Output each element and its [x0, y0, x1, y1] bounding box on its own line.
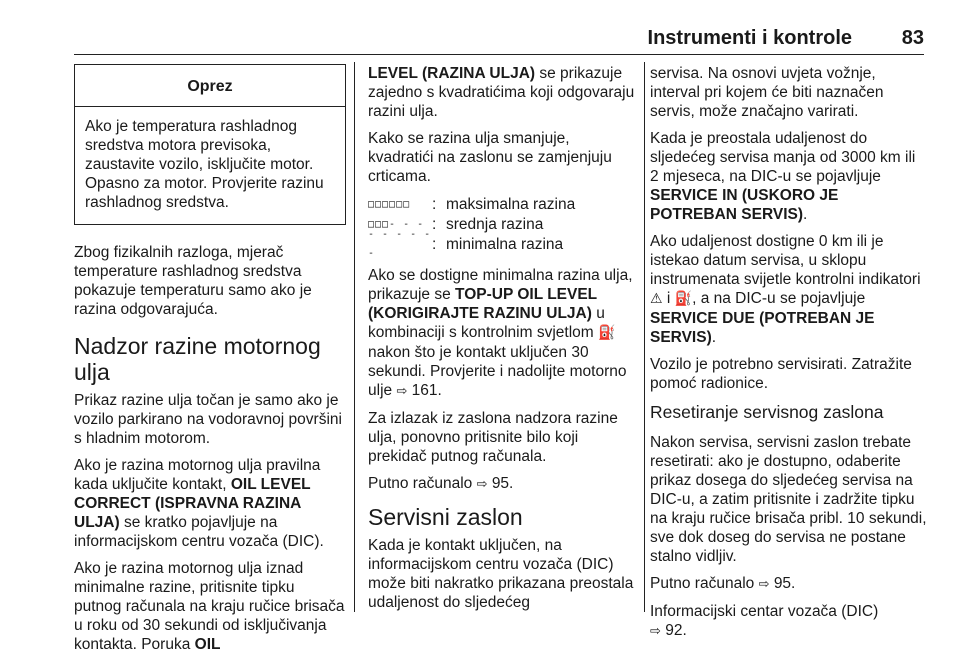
level-label: minimalna razina: [446, 235, 564, 253]
section-heading: Nadzor razine motornog ulja: [74, 333, 321, 385]
section-title: Instrumenti i kontrole: [647, 27, 852, 49]
paragraph: LEVEL (RAZINA ULJA) se prikazuje zajedno s kvadratićima koji odgovaraju razini ulja.: [368, 65, 635, 120]
level-symbol: □□□- - -: [368, 218, 425, 230]
header-rule: [74, 54, 924, 55]
paragraph: Nakon servisa, servisni zaslon trebate resetirati: ako je dostupno, odaberite prikaz dosega do sljedećeg servisa na DIC-u, a zatim pritisnite i zadržite tipku na kraju ručice brisača pribl. 10 sekundi, sve dok doseg do servisa ne postane stalno vidljiv.: [650, 434, 927, 565]
caution-box: [74, 64, 346, 225]
level-row: - - - - - - : minimalna razina: [368, 234, 636, 254]
reference-arrow-icon: ⇨: [396, 384, 408, 399]
paragraph: Prikaz razine ulja točan je samo ako je vozilo parkirano na vodoravnoj površini s hladnim motorom.: [74, 392, 342, 447]
paragraph: Informacijski centar vozača (DIC) ⇨ 92.: [650, 603, 879, 639]
paragraph: Ako se dostigne minimalna razina ulja, prikazuje se TOP-UP OIL LEVEL (KORIGIRAJTE RAZINU ULJA) u kombinaciji s kontrolnim svjetlom ⛽ nakon što je kontakt uključen 30 sekundi. Provjerite i nadolijte motorno ulje ⇨ 161.: [368, 267, 633, 399]
column-1: [74, 64, 346, 662]
paragraph: Kako se razina ulja smanjuje, kvadratići na zaslonu se zamjenjuju crticama.: [368, 130, 612, 185]
paragraph: Kada je preostala udaljenost do sljedećeg servisa manja od 3000 km ili 2 mjeseca, na DIC-u se pojavljuje SERVICE IN (USKORO JE POTREBAN SERVIS).: [650, 130, 916, 223]
level-row: □□□- - - : srednja razina: [368, 215, 544, 233]
display-message: TOP-UP OIL LEVEL (KORIGIRAJTE RAZINU ULJA): [368, 286, 597, 322]
paragraph: Zbog fizikalnih razloga, mjerač temperature rashladnog sredstva pokazuje temperaturu samo ako je razina odgovarajuća.: [74, 244, 312, 318]
oil-level-legend: [368, 194, 636, 259]
page-header: [0, 0, 960, 60]
caution-body: Ako je temperatura rashladnog sredstva motora previsoka, zaustavite vozilo, isključite motor. Opasno za motor. Provjerite razinu rashladnog sredstva.: [85, 118, 324, 211]
oil-pressure-icon: ⛽: [674, 291, 693, 307]
oil-pressure-icon: ⛽: [598, 325, 616, 341]
display-message: LEVEL (RAZINA ULJA): [368, 65, 536, 82]
display-message: SERVICE DUE (POTREBAN JE SERVIS): [650, 310, 875, 346]
reference-arrow-icon: ⇨: [650, 624, 661, 639]
subsection-heading: Resetiranje servisnog zaslona: [650, 402, 884, 422]
display-message: SERVICE IN (USKORO JE POTREBAN SERVIS): [650, 187, 839, 223]
level-symbol: - - - - - -: [368, 229, 432, 259]
paragraph: Putno računalo ⇨ 95.: [368, 475, 514, 492]
display-message: OIL: [194, 636, 221, 653]
level-label: srednja razina: [446, 215, 544, 233]
display-message: OIL LEVEL CORRECT (ISPRAVNA RAZINA ULJA): [74, 476, 311, 531]
column-divider: [644, 62, 645, 612]
caution-title: Oprez: [75, 65, 345, 107]
level-row: □□□□□□ : maksimalna razina: [368, 195, 576, 213]
paragraph: Vozilo je potrebno servisirati. Zatražite pomoć radionice.: [650, 356, 912, 392]
level-label: maksimalna razina: [446, 195, 576, 213]
service-wrench-icon: ⚠: [650, 291, 663, 307]
section-heading: Servisni zaslon: [368, 504, 523, 530]
reference-arrow-icon: ⇨: [758, 577, 770, 592]
column-2: [368, 64, 636, 620]
paragraph: Putno računalo ⇨ 95.: [650, 575, 796, 592]
page-number: 83: [901, 27, 924, 49]
paragraph: Kada je kontakt uključen, na informacijskom centru vozača (DIC) može biti nakratko prikazana preostala udaljenost do sljedećeg: [368, 537, 634, 611]
paragraph: servisa. Na osnovi uvjeta vožnje, interval pri kojem će biti naznačen servis, može značajno varirati.: [650, 65, 884, 120]
paragraph: Ako je razina motornog ulja pravilna kada uključite kontakt, OIL LEVEL CORRECT (ISPRAVNA RAZINA ULJA) se kratko pojavljuje na informacijskom centru vozača (DIC).: [74, 457, 324, 550]
paragraph: Ako udaljenost dostigne 0 km ili je istekao datum servisa, u sklopu instrumenata svijetle kontrolni indikatori ⚠ i ⛽, a na DIC-u se pojavljuje SERVICE DUE (POTREBAN JE SERVIS).: [650, 233, 921, 346]
paragraph: Za izlazak iz zaslona nadzora razine ulja, ponovno pritisnite bilo koji prekidač putnog računala.: [368, 410, 618, 465]
paragraph: Ako je razina motornog ulja iznad minimalne razine, pritisnite tipku putnog računala na kraju ručice brisača u roku od 30 sekundi od isključivanja kontakta. Poruka OIL: [74, 560, 345, 653]
column-divider: [354, 62, 355, 612]
reference-arrow-icon: ⇨: [476, 477, 488, 492]
column-3: [650, 64, 928, 649]
level-symbol: □□□□□□: [368, 198, 411, 210]
